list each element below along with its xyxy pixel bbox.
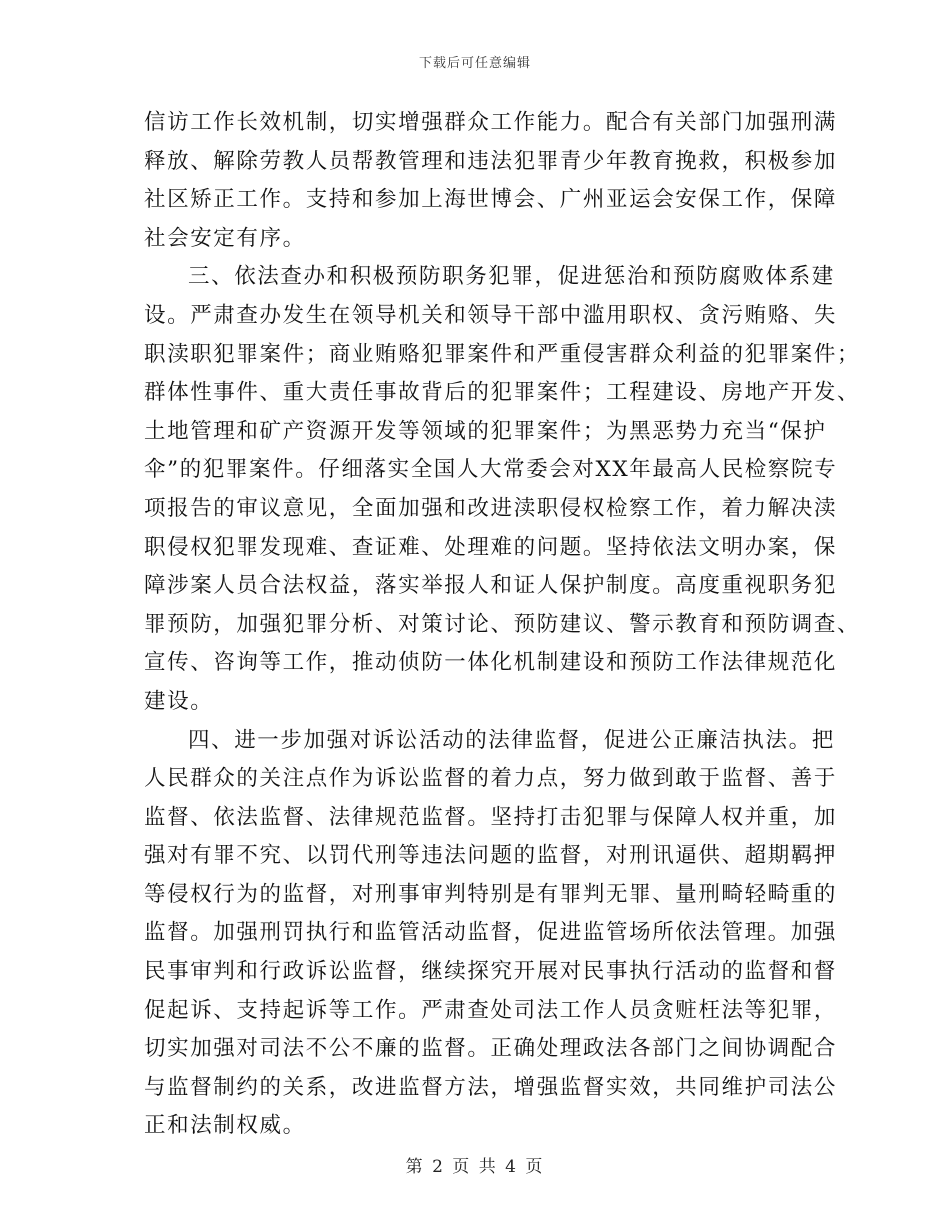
- text-line: 职侵权犯罪发现难、查证难、处理难的问题。坚持依法文明办案，保: [144, 534, 838, 560]
- text-line: 社会安定有序。: [144, 225, 306, 251]
- header-note: 下载后可任意编辑: [418, 56, 531, 71]
- text-line: 释放、解除劳教人员帮教管理和违法犯罪青少年教育挽救，积极参加: [144, 148, 838, 174]
- text-line: 障涉案人员合法权益，落实举报人和证人保护制度。高度重视职务犯: [144, 573, 838, 599]
- text-line: 强对有罪不究、以罚代刑等违法问题的监督，对刑讯逼供、超期羁押: [144, 843, 838, 869]
- body-text: [144, 104, 861, 1146]
- text-line: 监督、依法监督、法律规范监督。坚持打击犯罪与保障人权并重，加: [144, 804, 838, 830]
- text-line: 等侵权行为的监督，对刑事审判特别是有罪判无罪、量刑畸轻畸重的: [144, 881, 838, 907]
- text-line: 监督。加强刑罚执行和监管活动监督，促进监管场所依法管理。加强: [144, 920, 838, 946]
- text-line: 人民群众的关注点作为诉讼监督的着力点，努力做到敢于监督、善于: [144, 766, 838, 792]
- text-line: 项报告的审议意见，全面加强和改进渎职侵权检察工作，着力解决渎: [144, 495, 838, 521]
- text-line: 群体性事件、重大责任事故背后的犯罪案件；工程建设、房地产开发、: [144, 380, 861, 406]
- text-line: 信访工作长效机制，切实增强群众工作能力。配合有关部门加强刑满: [144, 110, 838, 135]
- text-line: 伞”的犯罪案件。仔细落实全国人大常委会对XX年最高人民检察院专: [144, 457, 838, 483]
- text-line: 设。严肃查办发生在领导机关和领导干部中滥用职权、贪污贿赂、失: [144, 302, 838, 328]
- text-line: 建设。: [144, 688, 214, 714]
- text-line: 促起诉、支持起诉等工作。严肃查处司法工作人员贪赃枉法等犯罪，: [144, 997, 838, 1023]
- text-line: 罪预防，加强犯罪分析、对策讨论、预防建议、警示教育和预防调查、: [144, 611, 861, 637]
- text-line: 正和法制权威。: [144, 1113, 306, 1139]
- text-line: 三、依法查办和积极预防职务犯罪，促进惩治和预防腐败体系建: [188, 264, 835, 290]
- text-line: 职渎职犯罪案件；商业贿赂犯罪案件和严重侵害群众利益的犯罪案件；: [144, 341, 861, 367]
- text-line: 与监督制约的关系，改进监督方法，增强监督实效，共同维护司法公: [144, 1074, 838, 1100]
- text-line: 四、进一步加强对诉讼活动的法律监督，促进公正廉洁执法。把: [188, 727, 835, 753]
- text-line: 切实加强对司法不公不廉的监督。正确处理政法各部门之间协调配合: [144, 1036, 838, 1062]
- text-line: 民事审判和行政诉讼监督，继续探究开展对民事执行活动的监督和督: [144, 959, 838, 985]
- page-number: 第 2 页 共 4 页: [405, 1157, 545, 1177]
- text-line: 宣传、咨询等工作，推动侦防一体化机制建设和预防工作法律规范化: [144, 650, 838, 676]
- text-line: 土地管理和矿产资源开发等领域的犯罪案件；为黑恶势力充当“保护: [144, 418, 827, 444]
- text-line: 社区矫正工作。支持和参加上海世博会、广州亚运会安保工作，保障: [144, 187, 838, 213]
